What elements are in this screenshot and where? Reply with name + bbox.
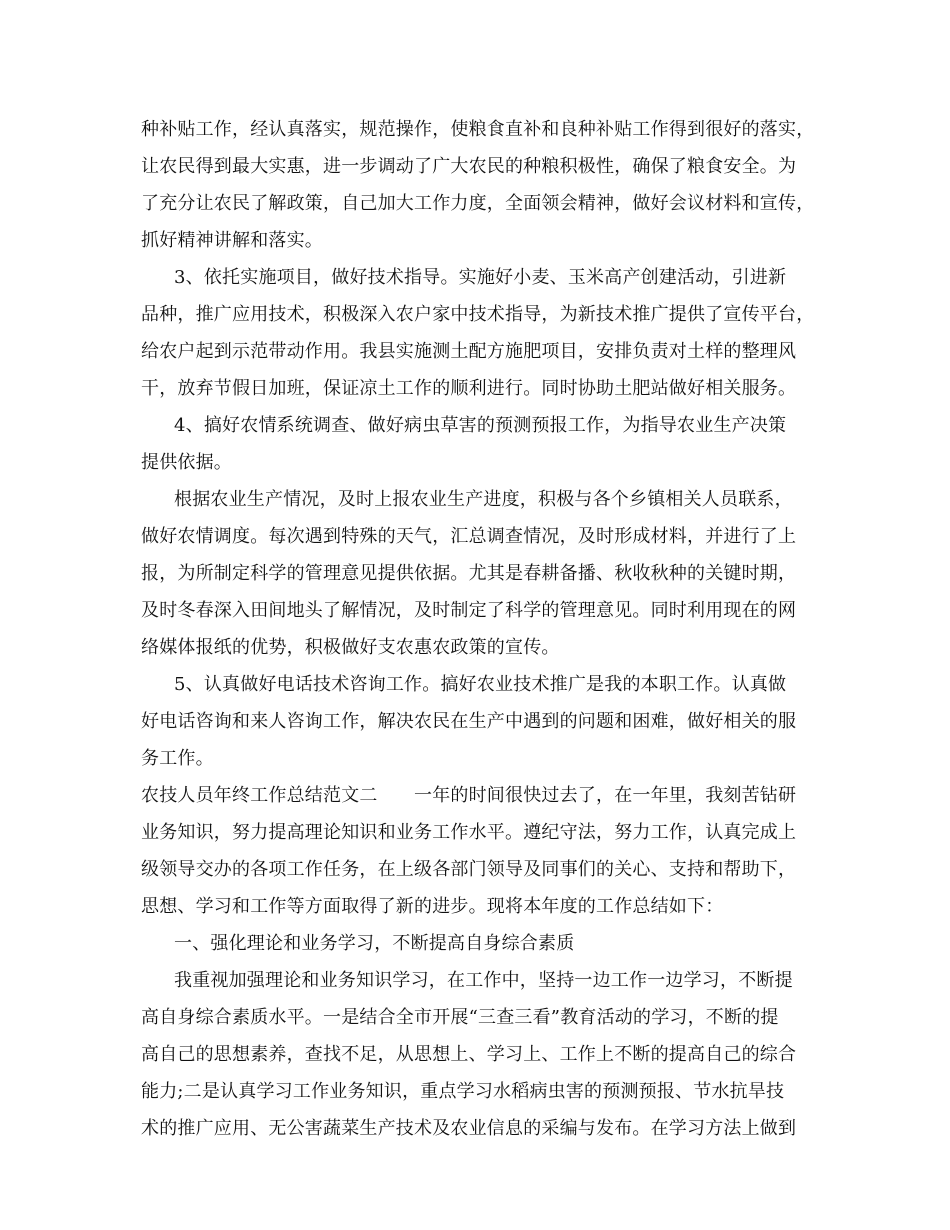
- text-line: 报，为所制定科学的管理意见提供依据。尤其是春耕备播、秋收秋种的关键时期，: [141, 563, 797, 584]
- text-line: 了充分让农民了解政策，自己加大工作力度，全面领会精神，做好会议材料和宣传，: [141, 193, 815, 214]
- heading-line: 一、强化理论和业务学习，不断提高自身综合素质: [174, 933, 575, 954]
- text-line: 种补贴工作，经认真落实，规范操作，使粮食直补和良种补贴工作得到很好的落实，: [141, 119, 815, 140]
- text-line: 级领导交办的各项工作任务，在上级各部门领导及同事们的关心、支持和帮助下，: [141, 859, 797, 880]
- text-line: 给农户起到示范带动作用。我县实施测土配方施肥项目，安排负责对土样的整理风: [141, 341, 797, 362]
- text-line: 务工作。: [141, 748, 214, 769]
- text-line: 络媒体报纸的优势，积极做好支农惠农政策的宣传。: [141, 637, 560, 658]
- paragraph-start-line: 5、认真做好电话技术咨询工作。搞好农业技术推广是我的本职工作。认真做: [174, 674, 787, 695]
- text-line: 高自己的思想素养，查找不足，从思想上、学习上、工作上不断的提高自己的综合: [141, 1044, 797, 1065]
- text-line: 思想、学习和工作等方面取得了新的进步。现将本年度的工作总结如下：: [141, 896, 724, 917]
- text-line: 高自身综合素质水平。一是结合全市开展“三查三看”教育活动的学习，不断的提: [141, 1007, 779, 1028]
- text-line: 及时冬春深入田间地头了解情况，及时制定了科学的管理意见。同时利用现在的网: [141, 600, 797, 621]
- text-line: 术的推广应用、无公害蔬菜生产技术及农业信息的采编与发布。在学习方法上做到: [141, 1118, 797, 1139]
- text-line: 业务知识，努力提高理论知识和业务工作水平。遵纪守法，努力工作，认真完成上: [141, 822, 797, 843]
- text-line: 做好农情调度。每次遇到特殊的天气，汇总调查情况，及时形成材料，并进行了上: [141, 526, 797, 547]
- text-line: 好电话咨询和来人咨询工作，解决农民在生产中遇到的问题和困难，做好相关的服: [141, 711, 797, 732]
- paragraph-start-line: 3、依托实施项目，做好技术指导。实施好小麦、玉米高产创建活动，引进新: [174, 267, 787, 288]
- text-line: 抓好精神讲解和落实。: [141, 230, 323, 251]
- text-line: 提供依据。: [141, 452, 232, 473]
- paragraph-start-line: 4、搞好农情系统调查、做好病虫草害的预测预报工作，为指导农业生产决策: [174, 415, 787, 436]
- text-line: 品种，推广应用技术，积极深入农户家中技术指导，为新技术推广提供了宣传平台，: [141, 304, 815, 325]
- section-title-line: 农技人员年终工作总结范文二 一年的时间很快过去了，在一年里，我刻苦钻研: [141, 785, 797, 806]
- text-line: 能力;二是认真学习工作业务知识，重点学习水稻病虫害的预测预报、节水抗旱技: [141, 1081, 785, 1102]
- text-line: 干，放弃节假日加班，保证凉土工作的顺利进行。同时协助土肥站做好相关服务。: [141, 378, 797, 399]
- text-line: 让农民得到最大实惠，进一步调动了广大农民的种粮积极性，确保了粮食安全。为: [141, 156, 797, 177]
- paragraph-start-line: 我重视加强理论和业务知识学习，在工作中，坚持一边工作一边学习，不断提: [174, 970, 793, 991]
- paragraph-start-line: 根据农业生产情况，及时上报农业生产进度，积极与各个乡镇相关人员联系，: [174, 489, 793, 510]
